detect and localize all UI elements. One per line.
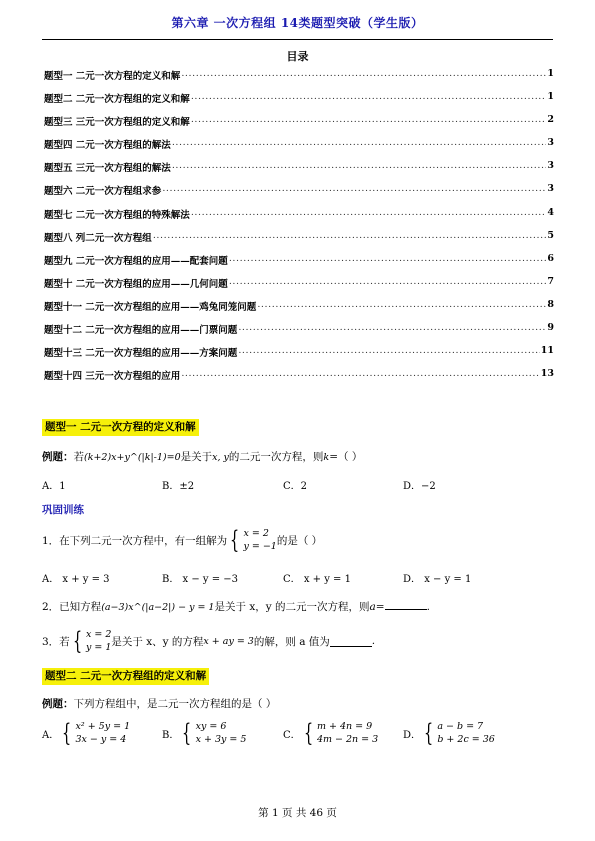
q1-option-c[interactable]: C． x + y = 1 bbox=[283, 574, 351, 585]
header-divider bbox=[42, 39, 553, 40]
q1-option-a[interactable]: A． x + y = 3 bbox=[42, 574, 110, 585]
page-footer: 第 1 页 共 46 页 bbox=[258, 807, 337, 819]
example-2: 例题：下列方程组中，是二元一次方程组的是（ ） bbox=[42, 698, 277, 710]
example-1: 例题：若(k+2)x+y^(|k|-1)=0是关于x, y的二元一次方程，则k=（ ） bbox=[42, 451, 363, 463]
q1-option-d[interactable]: D． x − y = 1 bbox=[403, 574, 472, 585]
question-2: 2．已知方程(a−3)x^(|a−2|) − y = 1是关于 x，y 的二元一次方程，则a= . bbox=[42, 601, 430, 613]
toc-heading: 目录 bbox=[286, 50, 309, 63]
toc-entry[interactable]: 题型三 三元一次方程组的定义和解 ..... 2 bbox=[44, 114, 554, 137]
s2-option-d[interactable]: D． { a − b = 7 b + 2c = 36 bbox=[403, 719, 495, 747]
section-title-1: 题型一 二元一次方程的定义和解 bbox=[42, 419, 199, 436]
toc-entry[interactable]: 题型十三 二元一次方程组的应用——方案问题 ..... 11 bbox=[44, 345, 554, 368]
toc-entry[interactable]: 题型七 二元一次方程组的特殊解法 ..... 4 bbox=[44, 207, 554, 230]
toc-entry[interactable]: 题型五 三元一次方程组的解法 ..... 3 bbox=[44, 160, 554, 183]
toc-entry[interactable]: 题型一 二元一次方程的定义和解 ..... 1 bbox=[44, 68, 554, 91]
practice-heading: 巩固训练 bbox=[42, 504, 84, 516]
section-title-2: 题型二 二元一次方程组的定义和解 bbox=[42, 668, 209, 685]
toc-entry[interactable]: 题型四 二元一次方程组的解法 ..... 3 bbox=[44, 137, 554, 160]
toc-entry[interactable]: 题型十四 三元一次方程组的应用 ..... 13 bbox=[44, 368, 554, 391]
toc-entry[interactable]: 题型二 二元一次方程组的定义和解 ..... 1 bbox=[44, 91, 554, 114]
answer-blank[interactable] bbox=[330, 636, 372, 647]
toc-entry[interactable]: 题型十 二元一次方程组的应用——几何问题 ..... 7 bbox=[44, 276, 554, 299]
option-a[interactable]: A．1 bbox=[42, 481, 66, 492]
answer-blank[interactable] bbox=[385, 599, 427, 610]
question-3: 3．若 { x = 2 y = 1 是关于 x、y 的方程 x + ay = 3 的解，则 a 值为 . bbox=[42, 627, 376, 655]
option-d[interactable]: D．−2 bbox=[403, 481, 436, 492]
table-of-contents bbox=[44, 68, 554, 391]
s2-option-a[interactable]: A． { x² + 5y = 1 3x − y = 4 bbox=[42, 719, 131, 747]
equation-system: { x = 2 y = −1 bbox=[230, 526, 277, 554]
q1-option-b[interactable]: B． x − y = −3 bbox=[162, 574, 239, 585]
question-1: 1．在下列二元一次方程中，有一组解为 { x = 2 y = −1 的是（ ） bbox=[42, 526, 323, 554]
option-c[interactable]: C．2 bbox=[283, 481, 308, 492]
toc-entry[interactable]: 题型十一 二元一次方程组的应用——鸡兔同笼问题 ..... 8 bbox=[44, 299, 554, 322]
equation-system: { x = 2 y = 1 bbox=[72, 627, 112, 655]
document-header-title: 第六章 一次方程组 14类题型突破（学生版） bbox=[171, 16, 424, 30]
toc-entry[interactable]: 题型八 列二元一次方程组 ..... 5 bbox=[44, 230, 554, 253]
toc-entry[interactable]: 题型六 二元一次方程组求参 ..... 3 bbox=[44, 183, 554, 206]
s2-option-c[interactable]: C． { m + 4n = 9 4m − 2n = 3 bbox=[283, 719, 379, 747]
s2-option-b[interactable]: B． { xy = 6 x + 3y = 5 bbox=[162, 719, 247, 747]
option-b[interactable]: B．±2 bbox=[162, 481, 195, 492]
toc-entry[interactable]: 题型十二 二元一次方程组的应用——门票问题 ..... 9 bbox=[44, 322, 554, 345]
toc-entry[interactable]: 题型九 二元一次方程组的应用——配套问题 ..... 6 bbox=[44, 253, 554, 276]
